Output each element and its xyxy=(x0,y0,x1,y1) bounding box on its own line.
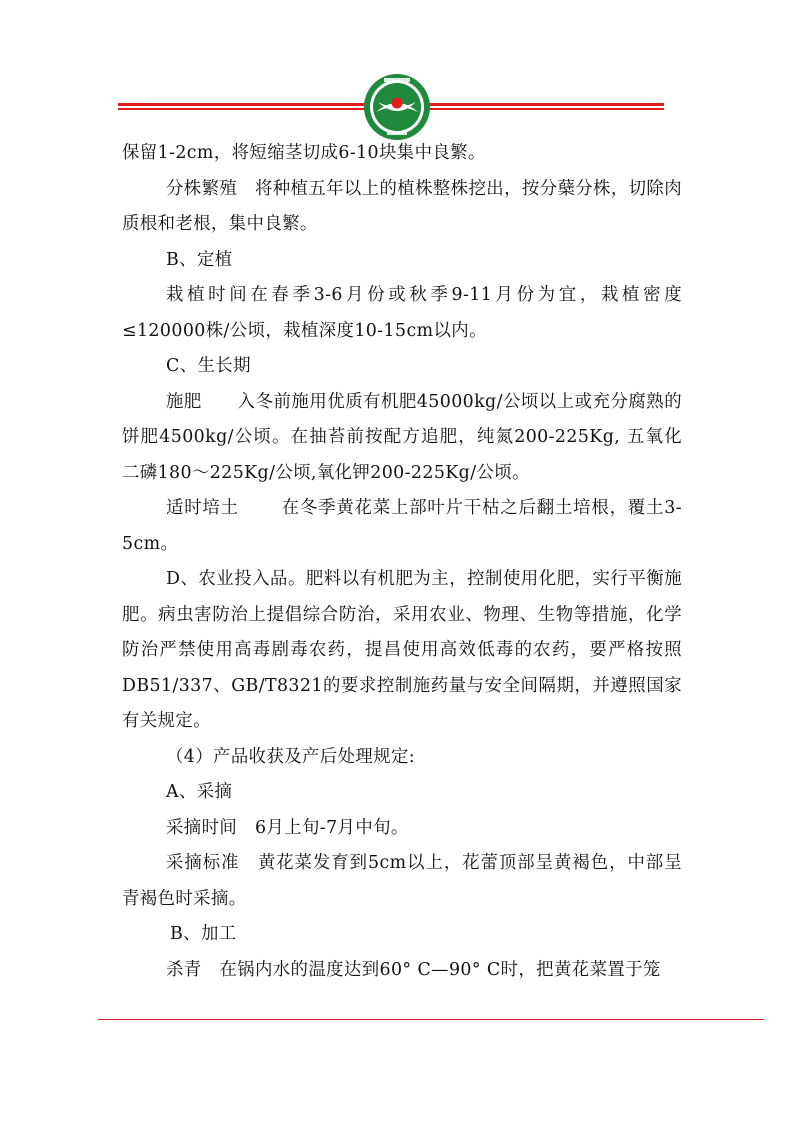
header-rule-right xyxy=(428,103,664,110)
paragraph-division-propagation: 分株繁殖 将种植五年以上的植株整株挖出，按分蘖分株，切除肉质根和老根，集中良繁。 xyxy=(122,178,682,234)
paragraph-picking-time: 采摘时间 6月上旬-7月中旬。 xyxy=(166,817,409,838)
heading-b-planting: B、定植 xyxy=(166,249,233,270)
paragraph-picking-standard: 采摘标准 黄花菜发育到5cm以上，花蕾顶部呈黄褐色，中部呈青褐色时采摘。 xyxy=(122,853,682,909)
document-body xyxy=(122,136,682,988)
green-circular-emblem-icon xyxy=(362,72,432,142)
paragraph-planting-time: 栽植时间在春季3-6月份或秋季9-11月份为宜，栽植密度≤120000株/公顷，栽植深度10-15cm以内。 xyxy=(122,285,682,341)
paragraph-fertilization: 施肥 入冬前施用优质有机肥45000kg/公顷以上或充分腐熟的饼肥4500kg/公顷。在抽苔前按配方追肥，纯氮200-225Kg, 五氧化二磷180～225Kg/公顷,氧化钾200-225Kg/公顷。 xyxy=(122,391,682,483)
header-rule-left xyxy=(118,103,366,110)
heading-4-harvest-processing: （4）产品收获及产后处理规定: xyxy=(166,746,416,767)
paragraph-blanching: 杀青 在锅内水的温度达到60° C—90° C时，把黄花菜置于笼 xyxy=(166,959,661,980)
heading-a-picking: A、采摘 xyxy=(166,782,233,802)
paragraph-rhizome-cutting: 保留1-2cm，将短缩茎切成6-10块集中良繁。 xyxy=(122,143,486,163)
paragraph-earthing-up: 适时培土 在冬季黄花菜上部叶片干枯之后翻土培根，覆土3-5cm。 xyxy=(122,498,682,554)
heading-b-processing: B、加工 xyxy=(170,924,237,944)
heading-c-growth-period: C、生长期 xyxy=(166,356,251,376)
paragraph-d-agricultural-inputs: D、农业投入品。肥料以有机肥为主，控制使用化肥，实行平衡施肥。病虫害防治上提倡综合防治，采用农业、物理、生物等措施，化学防治严禁使用高毒剧毒农药，提昌使用高效低毒的农药，要严格按照DB51/337、GB/T8321的要求控制施药量与安全间隔期，并遵照国家有关规定。 xyxy=(122,569,682,731)
footer-rule xyxy=(98,1019,764,1020)
